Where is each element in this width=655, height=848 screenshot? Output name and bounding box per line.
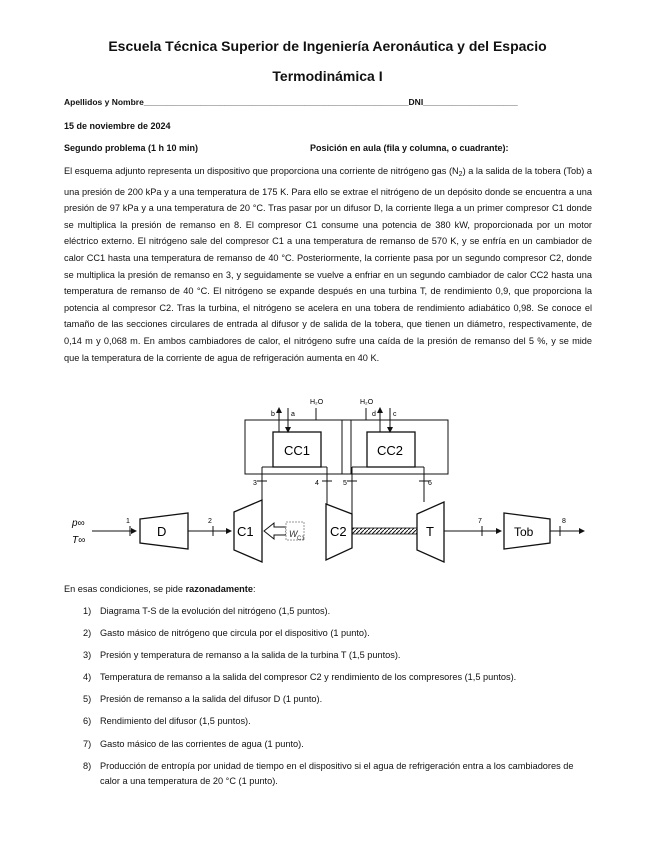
compressor-c2-label: C2 (330, 524, 347, 539)
request-text: Presión y temperatura de remanso a la salida de la turbina T (1,5 puntos). (100, 650, 401, 661)
station-2: 2 (208, 518, 212, 525)
station-6: 6 (428, 480, 432, 487)
request-number: 3) (83, 650, 92, 661)
requests-intro-text: En esas condiciones, se pide (64, 584, 186, 594)
statement-part-1: El esquema adjunto representa un dispositivo que proporciona una corriente de nitrógeno gas (N (64, 166, 459, 176)
request-item (64, 692, 594, 708)
port-b: b (271, 411, 275, 418)
request-number: 2) (83, 628, 92, 639)
request-text: Producción de entropía por unidad de tiempo en el dispositivo si el agua de refrigeración entra a los cambiadores de calor a una temperatura de 20 °C (1 punto). (100, 760, 574, 787)
port-d: d (372, 411, 376, 418)
request-text: Temperatura de remanso a la salida del compresor C2 y rendimiento de los compresores (1,5 puntos). (100, 672, 517, 683)
nozzle-label: Tob (514, 525, 534, 539)
request-text: Diagrama T-S de la evolución del nitrógeno (1,5 puntos). (100, 606, 331, 616)
p-inf-label: p∞ (72, 518, 85, 529)
port-c: c (393, 411, 397, 418)
request-item (64, 759, 594, 790)
seat-position-label: Posición en aula (fila y columna, o cuadrante): (310, 143, 509, 153)
request-text: Rendimiento del difusor (1,5 puntos). (100, 716, 251, 727)
request-number: 7) (83, 738, 92, 749)
problem-heading: Segundo problema (1 h 10 min) (64, 143, 199, 153)
heat-exchanger-cc2-label: CC2 (377, 443, 404, 458)
request-text: Presión de remanso a la salida del difusor D (1 punto). (100, 694, 323, 705)
exam-date: 15 de noviembre de 2024 (64, 121, 171, 131)
statement-part-2: ) a la salida de la tobera (Tob) a una presión de 200 kPa y a una temperatura de 175 K. Para ello se extrae el nitrógeno de un depósito donde se encuentra a una presión de 97 kPa y a una temperatura de 20 °C. Tras pasar por un difusor D, la corriente llega a un primer compresor C1 donde se multiplica la presión de remanso en 8. El compresor C1 consume una potencia de 380 kW, proporcionada por un motor eléctrico externo. El nitrógeno sale del compresor C1 a una temperatura de remanso de 570 K, y se enfría en un cambiador de calor CC1 hasta una temperatura de remanso de 40 °C. Posteriormente, la corriente pasa por un segundo compresor C2, donde se multiplica la presión de remanso en 3, y seguidamente se vuelve a enfriar en un segundo cambiador de calor CC2 hasta una temperatura de remanso de 40 °C. El nitrógeno se expande después en una turbina T, de rendimiento 0,9, que proporciona la potencia al compresor C2. Tras la turbina, el nitrógeno se acelera en una tobera de rendimiento adiabático 0,98. Se conoce el tamaño de las secciones circulares de entrada al difusor y de salida de la tobera, que tienen un diámetro, respectivamente, de 0,14 m y 0,068 m. En ambos cambiadores de calor, el nitrógeno sufre una caída de la presión de remanso del 5 %, y se mide que la temperatura de la corriente de agua de refrigeración aumenta en 40 K. (64, 166, 592, 363)
request-number: 4) (83, 672, 92, 683)
request-text: Gasto másico de las corrientes de agua (1 punto). (100, 738, 304, 749)
statement-subscript: 2 (458, 171, 463, 178)
process-schematic (64, 394, 594, 574)
port-a: a (291, 411, 295, 418)
shaft (352, 528, 417, 534)
requests-intro-end: : (252, 584, 256, 594)
request-item (64, 737, 594, 753)
request-number: 5) (83, 694, 92, 705)
station-8: 8 (562, 518, 566, 525)
turbine-label: T (426, 524, 434, 539)
station-5: 5 (343, 480, 347, 487)
requests-intro (64, 584, 256, 594)
requests-list (64, 604, 594, 796)
request-item (64, 670, 594, 686)
t-inf-label: T∞ (72, 535, 86, 546)
work-c1-label: W (289, 529, 298, 539)
station-3: 3 (253, 480, 257, 487)
compressor-c1-label: C1 (237, 524, 254, 539)
problem-statement (64, 163, 592, 366)
diffuser-label: D (157, 524, 167, 539)
request-item (64, 714, 594, 730)
request-number: 6) (83, 716, 92, 727)
work-c1-subscript: C1 (297, 536, 305, 542)
request-text: Gasto másico de nitrógeno que circula por el dispositivo (1 punto). (100, 628, 370, 639)
requests-intro-bold: razonadamente (185, 584, 253, 594)
request-number: 1) (83, 606, 92, 616)
request-number: 8) (83, 760, 92, 771)
station-1: 1 (126, 518, 130, 525)
station-7: 7 (478, 518, 482, 525)
water-label-cc1: H₂O (310, 399, 324, 406)
request-item (64, 648, 594, 664)
request-item (64, 626, 594, 642)
station-4: 4 (315, 480, 319, 487)
water-label-cc2: H₂O (360, 399, 374, 406)
request-item (64, 604, 594, 620)
name-field-line: Apellidos y Nombre________________________________________________________DNI____________________ (64, 97, 518, 107)
school-title: Escuela Técnica Superior de Ingeniería Aeronáutica y del Espacio (108, 38, 547, 54)
heat-exchanger-cc1-label: CC1 (284, 443, 311, 458)
course-title: Termodinámica I (272, 68, 383, 84)
